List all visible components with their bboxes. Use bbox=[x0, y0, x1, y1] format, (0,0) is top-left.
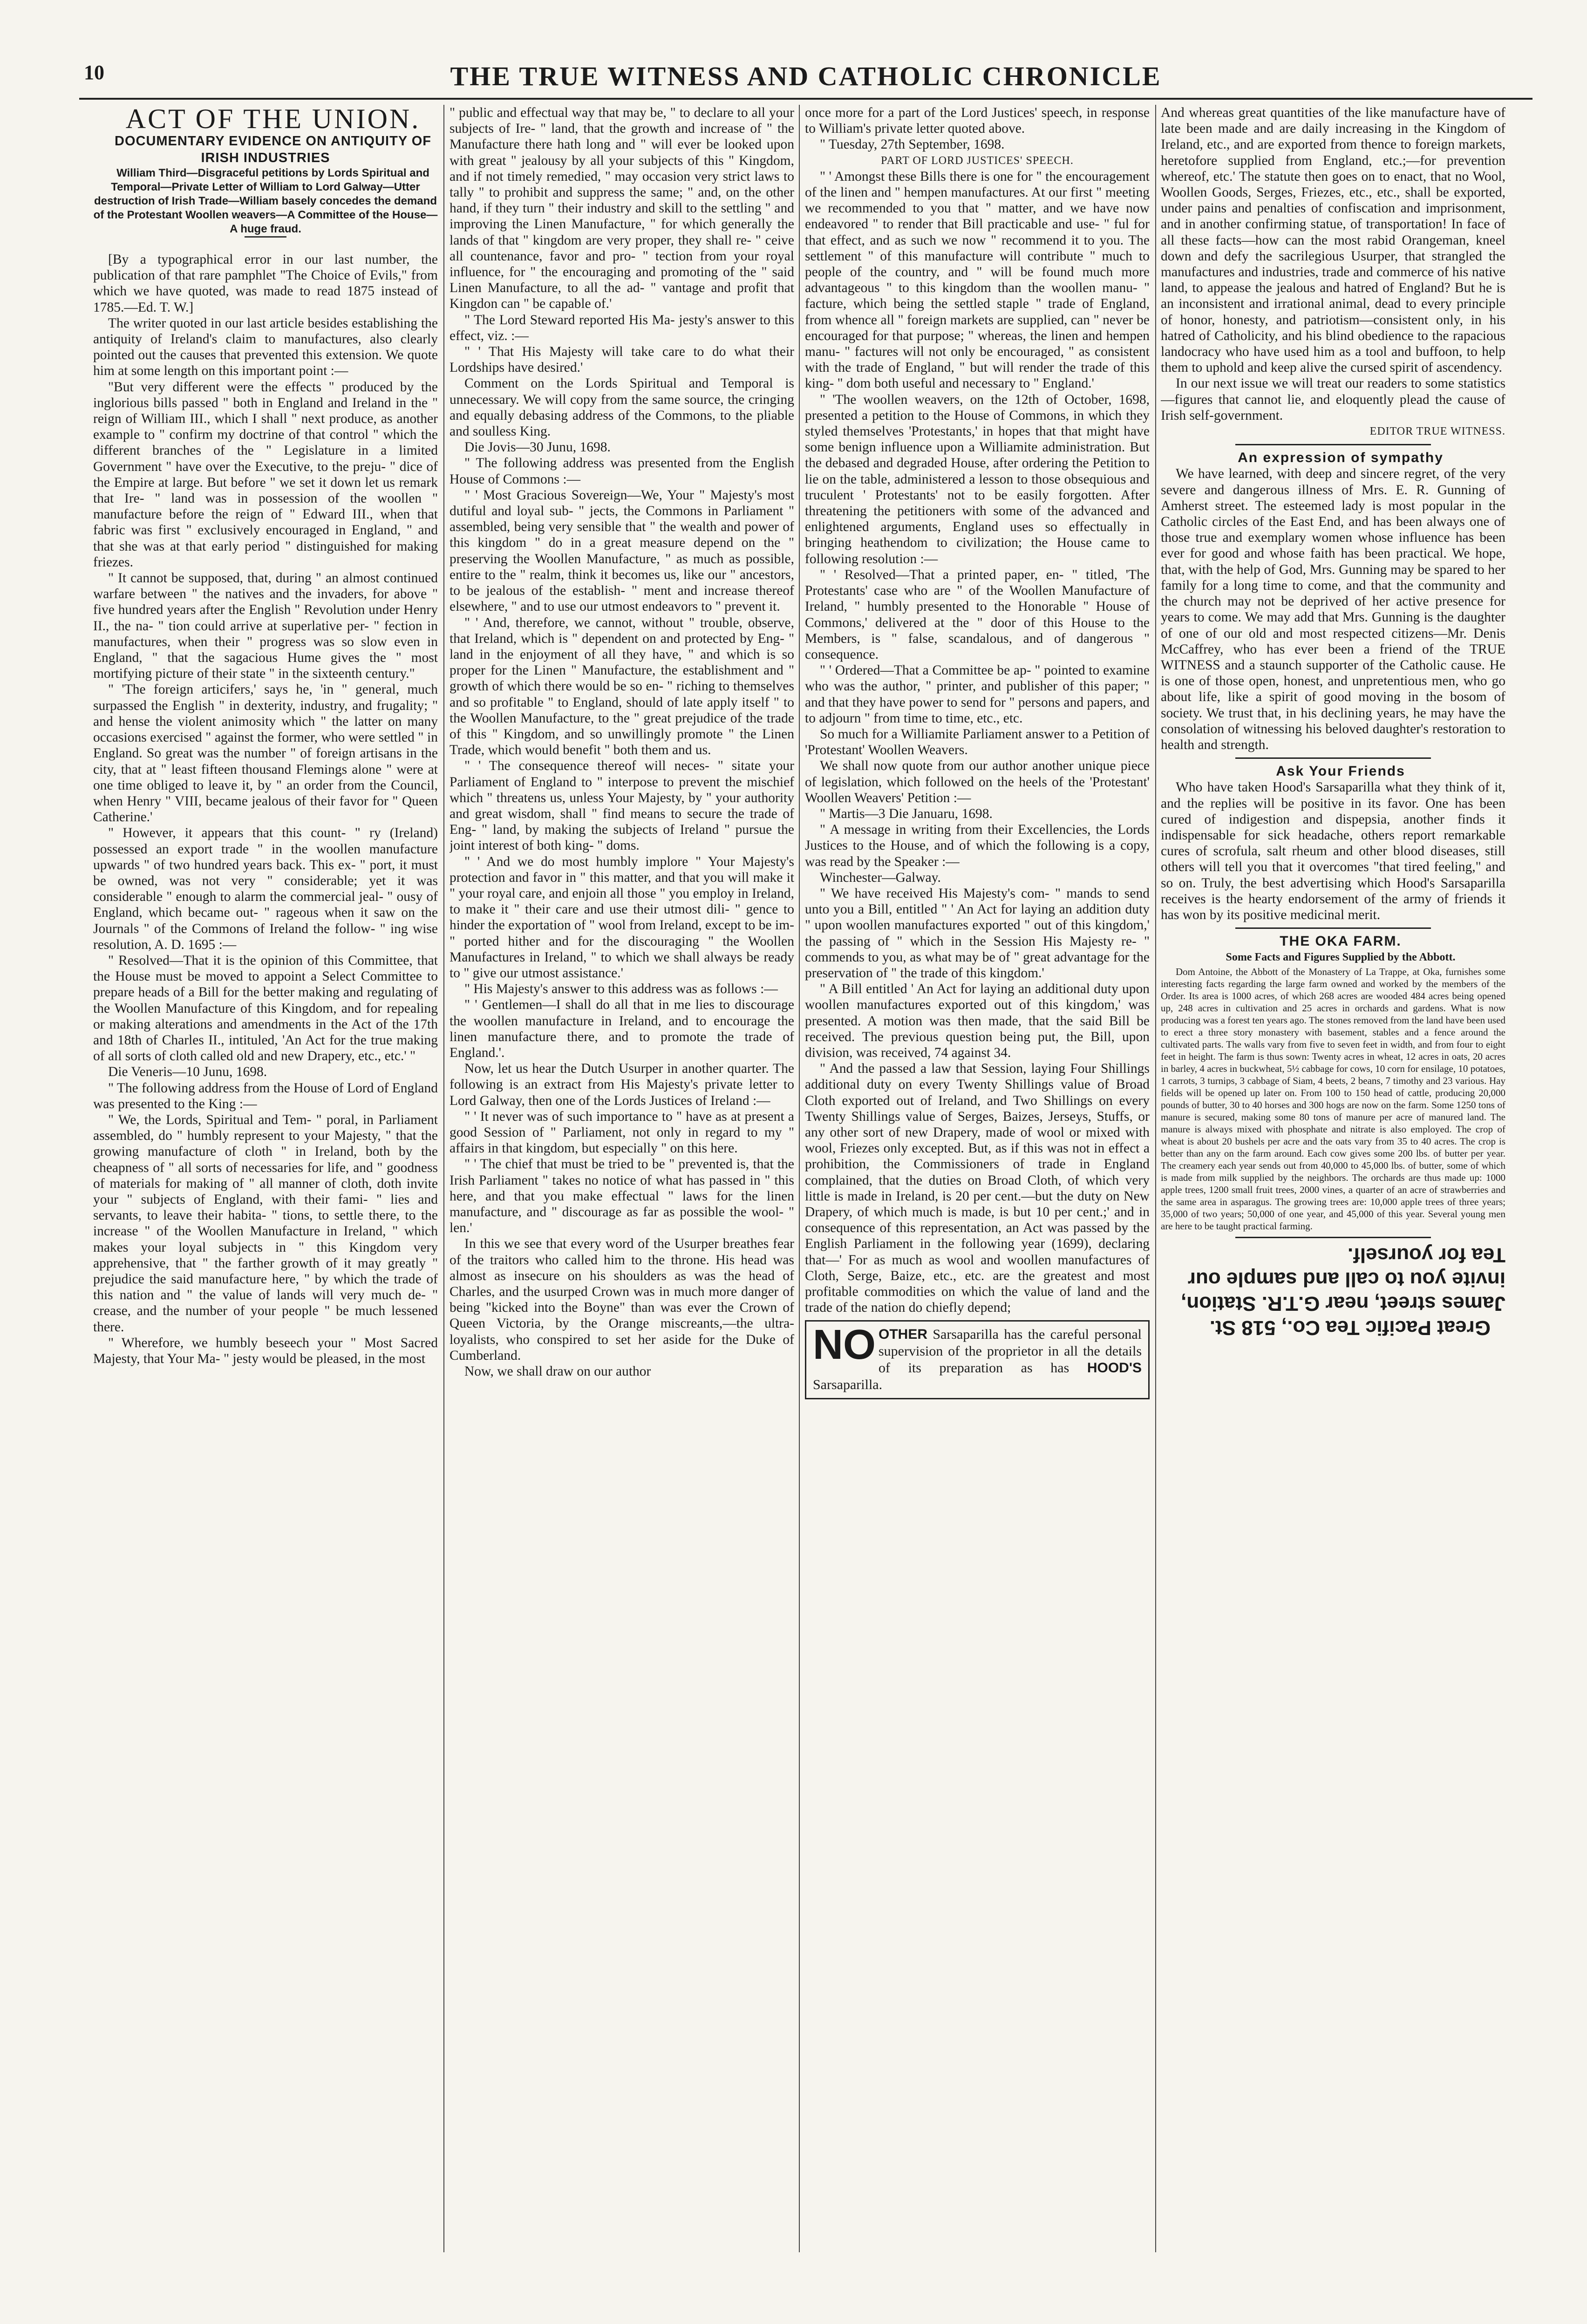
paragraph: Now, let us hear the Dutch Usurper in another quarter. The following is an extract from His Majesty's private letter to Lord Galway, then one of the Lords Justices of Ireland :— bbox=[450, 1061, 794, 1108]
article-title: ACT OF THE UNION. bbox=[125, 105, 421, 134]
paragraph: " The following address from the House of Lord of England was presented to the King :— bbox=[93, 1080, 438, 1111]
column-4 bbox=[1161, 105, 1505, 2252]
column-rule bbox=[1155, 105, 1156, 2252]
paragraph: " Martis—3 Die Januaru, 1698. bbox=[820, 806, 993, 821]
paragraph: Die Veneris—10 Junu, 1698. bbox=[108, 1064, 267, 1080]
paragraph: " Wherefore, we humbly beseech your " Most Sacred Majesty, that Your Ma- " jesty would be pleased, in the most bbox=[93, 1335, 438, 1367]
paragraph: " 'The foreign articifers,' says he, 'in " general, much surpassed the English " in dexterity, industry, and frugality; " and hense the violent animosity which " the latter on many occasions exercised " against the former, who were settled " in England. So great was the number " of foreign artisans in the city, that at " least fifteen thousand Flemings alone " were at one time obliged to leave it, by " an order from the Council, when Henry " VIII, became jealous of their favor for " Queen Catherine.' bbox=[93, 682, 438, 825]
paragraph: In our next issue we will treat our readers to some statistics—figures that cannot lie, and eloquently plead the cause of Irish self-government. bbox=[1161, 376, 1505, 423]
paragraph: " ' The consequence thereof will neces- " sitate your Parliament of England to " interpose to prevent the mischief which " threatens us, unless Your Majesty, by " your authority and great wisdom, shall " find means to secure the trade of Eng- " land, by making the subjects of Ireland " pursue the joint interest of both king- " doms. bbox=[450, 758, 794, 853]
paragraph: Die Jovis—30 Junu, 1698. bbox=[464, 440, 611, 455]
paragraph: " ' Ordered—That a Committee be ap- " pointed to examine who was the author, " printer, and publisher of this paper; " and that they have power to send for " persons and papers, and to adjourn " from time to time, etc., etc. bbox=[805, 663, 1150, 726]
paragraph: [By a typographical error in our last number, the publication of that rare pamphlet "The Choice of Evils," from which we have quoted, was made to read 1875 instead of 1785.—Ed. T. W.] bbox=[93, 252, 438, 315]
hoods-advertisement bbox=[805, 1320, 1150, 1399]
paragraph: We have learned, with deep and sincere regret, of the very severe and dangerous illness of Mrs. E. R. Gunning of Amherst street. The esteemed lady is most popular in the Catholic circles of the East End, and has been always one of those true and exemplary women whose influence has been ever for good and whose faith has been practical. We hope, that, with the help of God, Mrs. Gunning may be spared to her family for a long time to come, and that the community and the church may not be deprived of her active presence for years to come. We may add that Mrs. Gunning is the daughter of one of our old and most respected citizens—Mr. Denis McCaffrey, who has ever been a friend of the TRUE WITNESS and a staunch supporter of the Catholic cause. He is one of those open, honest, and unpretentious men, who go about life, like a spirit of good moving in the bosom of society. We trust that, in his declining years, he may have the consolation of witnessing his beloved daughter's restoration to health and strength. bbox=[1161, 466, 1505, 752]
paragraph: " ' And we do most humbly implore " Your Majesty's protection and favor in " this matter, and that you will make it " your royal care, and enjoin all those " you employ in Ireland, to make it " their care and use their utmost dili- " gence to hinder the exportation of " wool from Ireland, except to be im- " ported hither and for the discouraging " the Woollen Manufactures in Ireland, " to which we shall always be ready to " give our utmost assistance.' bbox=[450, 854, 794, 981]
paragraph: " The Lord Steward reported His Ma- jesty's answer to this effect, viz. :— bbox=[450, 312, 794, 343]
paragraph: "But very different were the effects " produced by the inglorious bills passed " both in England and Ireland in the " reign of William III., which I shall " next produce, as another example to " confirm my doctrine of that control " which the different branches of the " Legislature in a limited Government " have over the Executive, to the preju- " dice of the Empire at large. But before " we set it down let us remark that Ire- " land was in possession of the woollen " manufacture before the reign of " Edward III., when that fabric was first " exclusively encouraged in England, " and that she was at that early period " distinguished for making friezes. bbox=[93, 379, 438, 570]
section-label: PART OF LORD JUSTICES' SPEECH. bbox=[881, 154, 1074, 167]
paragraph: " It cannot be supposed, that, during " an almost continued warfare between " the natives and the invaders, for above " five hundred years after the English " Revolution under Henry II., the na- " tion could arrive at superlative per- " fection in manufactures, when their " progress was so slow even in England, " that the sagacious Hume gives the " most mortifying picture of their state " in the sixteenth century." bbox=[93, 571, 438, 682]
ad-drop-cap: NO bbox=[813, 1322, 876, 1369]
paragraph: " However, it appears that this count- " ry (Ireland) possessed an export trade " in the woollen manufacture upwards " of two hundred years back. This ex- " port, it must be owned, was not very " considerable; yet it was considerable " enough to alarm the commercial jeal- " ousy of England, which became out- " rageous when it saw on the Journals " of the Commons of Ireland the follow- " ing wise resolution, A. D. 1695 :— bbox=[93, 825, 438, 952]
paragraph: " We have received His Majesty's com- " mands to send unto you a Bill, entitled " ' An Act for laying an addition duty " upon woollen manufactures exported " out of this kingdom,' the passing of " which in the Session His Majesty re- " commends to you, as what may be of " great advantage for the preservation of " the trade of this kingdom.' bbox=[805, 886, 1150, 981]
oka-subheading: Some Facts and Figures Supplied by the Abbott. bbox=[1226, 951, 1456, 964]
paragraph: " Tuesday, 27th September, 1698. bbox=[820, 137, 1005, 152]
ad-brand: HOOD'S bbox=[1087, 1360, 1142, 1376]
editor-signoff: EDITOR TRUE WITNESS. bbox=[1369, 425, 1505, 438]
column-rule bbox=[443, 105, 444, 2252]
paragraph: We shall now quote from our author another unique piece of legislation, which followed on the heels of the 'Protestant' Woollen Weavers' Petition :— bbox=[805, 758, 1150, 805]
ad-text: Sarsaparilla has the careful personal supervision of the proprietor in all the details of its preparation as has bbox=[879, 1327, 1142, 1376]
column-3 bbox=[805, 105, 1150, 2252]
paragraph: So much for a Williamite Parliament answer to a Petition of 'Protestant' Woollen Weavers. bbox=[805, 726, 1150, 758]
paragraph: once more for a part of the Lord Justices' speech, in response to William's private letter quoted above. bbox=[805, 105, 1150, 136]
friends-heading: Ask Your Friends bbox=[1276, 763, 1405, 779]
deck-divider bbox=[245, 236, 286, 238]
article-deck: William Third—Disgraceful petitions by Lords Spiritual and Temporal—Private Letter of William to Lord Galway—Utter destruction of Irish Trade—William basely concedes the demand of the Protestant Woollen weavers—A Committee of the House—A huge fraud. bbox=[93, 167, 438, 235]
paragraph: " ' The chief that must be tried to be " prevented is, that the Irish Parliament " takes no notice of what has passed in " this here, and that you make effectual " laws for the linen manufacture, and " discourage as far as possible the wool- " len.' bbox=[450, 1157, 794, 1236]
paragraph: Now, we shall draw on our author bbox=[464, 1364, 651, 1379]
paragraph: " ' Resolved—That a printed paper, en- " titled, 'The Protestants' case who are " of the Woollen Manufacture of Ireland, " humbly presented to the Honorable " House of Commons,' delivered at the " door of this House to the Members, is " false, scandalous, and of dangerous " consequence. bbox=[805, 567, 1150, 662]
paragraph: " His Majesty's answer to this address was as follows :— bbox=[464, 981, 778, 997]
paragraph: " ' Most Gracious Sovereign—We, Your " Majesty's most dutiful and loyal sub- " jects, the Commons in Parliament " assembled, being very sensible that " the wealth and power of this kingdom " do in a great measure depend on the " preserving the Woollen Manufacture, " as much as possible, entire to the " realm, think it becomes us, like our " ancestors, to be jealous of the establish- " ment and increase thereof elsewhere, " and to use our utmost endeavors to " prevent it. bbox=[450, 487, 794, 614]
paragraph: " And the passed a law that Session, laying Four Shillings additional duty on every Twenty Shillings value of Broad Cloth exported out of Ireland, and Two Shillings on every Twenty Shillings value of Serges, Baizes, Jerseys, Stuffs, or any other sort of new Drapery, made of wool or mixed with wool, Friezes only excepted. But, as if this was not in effect a prohibition, the Commissioners of trade in England complained, that the duties on Broad Cloth, of which very little is made in Ireland, is 20 per cent.—but the duty on New Drapery, of which much is made, is but 10 per cent.;' and in consequence of this representation, an Act was passed by the English Parliament in the following year (1699), declaring that—' For as much as wool and woollen manufactures of Cloth, Serge, Baize, etc., etc. are the greatest and most profitable commodities on which the value of land and the trade of the nation do chiefly depend; bbox=[805, 1061, 1150, 1315]
column-1 bbox=[93, 105, 438, 2252]
paragraph: Dom Antoine, the Abbott of the Monastery of La Trappe, at Oka, furnishes some interesting facts regarding the large farm owned and worked by the members of the Order. Its area is 1000 acres, of which 268 acres are wooded 484 acres being opened up, 248 acres in cultivation and 25 acres in orchards and gardens. What is now producing was a forest ten years ago. The stones removed from the land have been used to erect a three story monastery with basement, stables and a fence around the cultivated parts. The walls vary from five to seven feet in width, and from four to eight feet in height. The farm is thus sown: Twenty acres in wheat, 12 acres in oats, 20 acres in barley, 4 acres in buckwheat, 5½ cabbage for cows, 10 corn for ensilage, 10 potatoes, 1 carrots, 3 turnips, 3 cabbage of Siam, 4 beets, 2 beans, 7 timothy and 23 various. Hay fields will be opened up later on. From 100 to 150 head of cattle, producing 20,000 pounds of butter, 30 to 40 horses and 300 hogs are now on the farm. Some 1250 tons of manure is secured, making some 80 tons of manure per acre of manured land. The manure is always mixed with phosphate and nitrate is also employed. The crop of wheat is about 20 bushels per acre and the oats vary from 35 to 40 acres. The crop is better than any on the farm around. Each cow gives some 200 lbs. of butter per year. The creamery each year sends out from 40,000 to 45,000 lbs. of butter, some of which is made from milk supplied by the neighbors. The orchards are thus made up: 1000 apple trees, 1200 small fruit trees, 2000 vines, a quarter of an acre of strawberries and the same area in asparagus. The growing trees are: 10,000 apple trees of three years; 35,000 of two years; 50,000 of one year, and 45,000 of this year. Several young men are here to be taught practical farming. bbox=[1161, 966, 1505, 1232]
section-divider bbox=[1235, 1237, 1431, 1238]
paragraph: " public and effectual way that may be, " to declare to all your subjects of Ire- " land, that the growth and increase of " the Manufacture there hath long and " will ever be looked upon with great " jealousy by all your subjects of this " Kingdom, and if not timely remedied, " may occasion very strict laws to tally " to prohibit and suppress the same; " and, on the other hand, if they turn " their industry and skill to the settling " and improving the Linen Manufacture, " for which generally the lands of that " kingdom are very proper, they shall re- " ceive all countenance, favor and pro- " tection from your royal influence, for " the encouraging and promoting of the " said Linen Manufacture, to all the ad- " vantage and profit that Kingdon can " be capable of.' bbox=[450, 105, 794, 312]
paragraph: " 'The woollen weavers, on the 12th of October, 1698, presented a petition to the House of Commons, in which they styled themselves 'Protestants,' in hopes that that might have some benign influence upon a Williamite administration. But the debased and degraded House, after ordering the Petition to lie on the table, administered a lesson to those obsequious and truculent ' Protestants' not to be easily forgotten. After threatening the petitioners with some of the advanced and enlightened arguments, England uses so effectually in bringing heathendom to civilization; the House came to following resolution :— bbox=[805, 392, 1150, 566]
column-2 bbox=[450, 105, 794, 2252]
paragraph: " Resolved—That it is the opinion of this Committee, that the House must be moved to appoint a Select Committee to prepare heads of a Bill for the better making and regulating of the Woollen Manufacture of this Kingdom, and for repealing or making alterations and amendments in the Act of the 17th and 18th of Charles II., intituled, 'An Act for the true making of all sorts of cloth called old and new Drapery, etc., etc.' " bbox=[93, 953, 438, 1064]
ad-lead: OTHER bbox=[879, 1327, 927, 1343]
paragraph: The writer quoted in our last article besides establishing the antiquity of Ireland's claim to manufactures, also clearly pointed out the causes that prevented this extension. We quote him at some length on this important point :— bbox=[93, 315, 438, 379]
paragraph: " ' Gentlemen—I shall do all that in me lies to discourage the woollen manufacture in Ireland, and to encourage the linen manufacture there, and to promote the trade of England.'. bbox=[450, 997, 794, 1060]
paragraph: Who have taken Hood's Sarsaparilla what they think of it, and the replies will be positive in its favor. One has been cured of indigestion and dispepsia, another finds it indispensable for sick headache, others report remarkable cures of scrofula, salt rheum and other blood diseases, still others will tell you that it overcomes "that tired feeling," and so on. Truly, the best advertising which Hood's Sarsaparilla receives is the hearty endorsement of the army of friends it has won by its positive medicinal merit. bbox=[1161, 780, 1505, 922]
paragraph: " A Bill entitled ' An Act for laying an additional duty upon woollen manufactures exported out of this kingdom,' was presented. A motion was then made, that the said Bill be received. The previous question being put, the Bill, upon division, was received, 74 against 34. bbox=[805, 981, 1150, 1060]
section-divider bbox=[1235, 444, 1431, 445]
paragraph: " A message in writing from their Excellencies, the Lords Justices to the House, and of which the following is a copy, was read by the Speaker :— bbox=[805, 822, 1150, 869]
paragraph: " ' It never was of such importance to " have as at present a good Session of " Parliament, not only in regard to my " affairs in that kingdom, but especially " on this here. bbox=[450, 1109, 794, 1156]
paragraph: " ' That His Majesty will take care to do what their Lordships have desired.' bbox=[450, 344, 794, 375]
page-header bbox=[79, 61, 1533, 100]
oka-heading: THE OKA FARM. bbox=[1280, 934, 1402, 949]
section-divider bbox=[1235, 757, 1431, 759]
masthead: THE TRUE WITNESS AND CATHOLIC CHRONICLE bbox=[450, 61, 1162, 91]
paragraph: " ' Amongst these Bills there is one for " the encouragement of the linen and " hempen manufactures. At our first " meeting we recommended to you that " matter, and we have now endeavored " to render that Bill practicable and use- " ful for that effect, and as such we now " recommend it to you. The settlement " of this manufacture will contribute " much to people of the country, and " will be found much more advantageous " to this kingdom than the woollen manu- " facture, which being the settled staple " trade of England, from whence all " foreign markets are supplied, can " never be encouraged for that purpose; " whereas, the linen and hempen manu- " factures will not only be encouraged, " as consistent with the trade of England, " but will render the trade of this king- " dom both useful and necessary to " England.' bbox=[805, 169, 1150, 391]
paragraph: " We, the Lords, Spiritual and Tem- " poral, in Parliament assembled, do " humbly represent to your Majesty, " that the growing manufacture of cloth " in Ireland, both by the cheapness of " all sorts of necessaries for life, and " goodness of materials for making of " all manner of cloth, doth invite your " subjects of England, with their fami- " lies and servants, to leave their habita- " tions, to settle there, to the increase " of the Woollen Manufacture in Ireland, " which makes your loyal subjects in " this Kingdom very apprehensive, that " the farther growth of it may greatly " prejudice the said manufacture here, " by which the trade of this nation and " the value of lands will very much de- " crease, and the number of your people " be much lessened there. bbox=[93, 1112, 438, 1335]
section-divider bbox=[1235, 927, 1431, 929]
paragraph: Comment on the Lords Spiritual and Temporal is unnecessary. We will copy from the same source, the cringing and equally debasing address of the Commons, to the pliable and soulless King. bbox=[450, 376, 794, 439]
paragraph: In this we see that every word of the Usurper breathes fear of the traitors who called him to the throne. His head was almost as insecure on his shoulders as was the head of Charles, and the usurped Crown was in much more danger of being "kicked into the Boyne" than was ever the Crown of Queen Victoria, by the Orange miscreants,—the ultra-loyalists, who conspired to set her aside for the Duke of Cumberland. bbox=[450, 1236, 794, 1363]
article-subhead: DOCUMENTARY EVIDENCE ON ANTIQUITY OF IRISH INDUSTRIES bbox=[115, 134, 431, 165]
paragraph: And whereas great quantities of the like manufacture have of late been made and are daily increasing in the Kingdom of Ireland, etc., and are exported from thence to foreign markets, heretofore supplied from England, etc.;—for prevention whereof, etc.' The statute then goes on to enact, that no Wool, Woollen Goods, Serges, Friezes, etc., etc., shall be exported, under pains and penalties of confiscation and imprisonment, and in another confirming statue, of transportation! In face of all these facts—how can the most rabid Orangeman, kneel down and defy the sacrilegious Usurper, that strangled the manufactures and industries, trade and commerce of his native land, to appease the jealous and hatred of England? But he is an inconsistent and irrational animal, dead to every principle of honor, honesty, and patriotism—consistent only, in his hatred of Catholicity, and his blind obedience to the rapacious landocracy who have used him as a tool and buffoon, to help them to uphold and keep alive the cursed spirit of ascendency. bbox=[1161, 105, 1505, 375]
paragraph: " The following address was presented from the English House of Commons :— bbox=[450, 456, 794, 487]
sympathy-heading: An expression of sympathy bbox=[1238, 450, 1444, 466]
paragraph: Winchester—Galway. bbox=[820, 870, 941, 885]
page-number: 10 bbox=[84, 61, 104, 84]
ad-tail: Sarsaparilla. bbox=[813, 1377, 883, 1393]
inverted-tea-advertisement: Great Pacific Tea Co., 518 St. James street, near G.T.R. Station, invite you to call and sample our Tea for yourself. bbox=[1181, 1243, 1505, 1339]
paragraph: " ' And, therefore, we cannot, without " trouble, observe, that Ireland, which is " dependent on and protected by Eng- " land in the enjoyment of all they have, " and which is so proper for the Linen " Manufacture, the establishment and " growth of which there would be so en- " riching to themselves and so profitable " to England, should of late apply itself " to the Woollen Manufacture, to the " great prejudice of the trade of this " Kingdom, and so unwillingly promote " the Linen Trade, which would benefit " both them and us. bbox=[450, 615, 794, 758]
column-rule bbox=[799, 105, 800, 2252]
